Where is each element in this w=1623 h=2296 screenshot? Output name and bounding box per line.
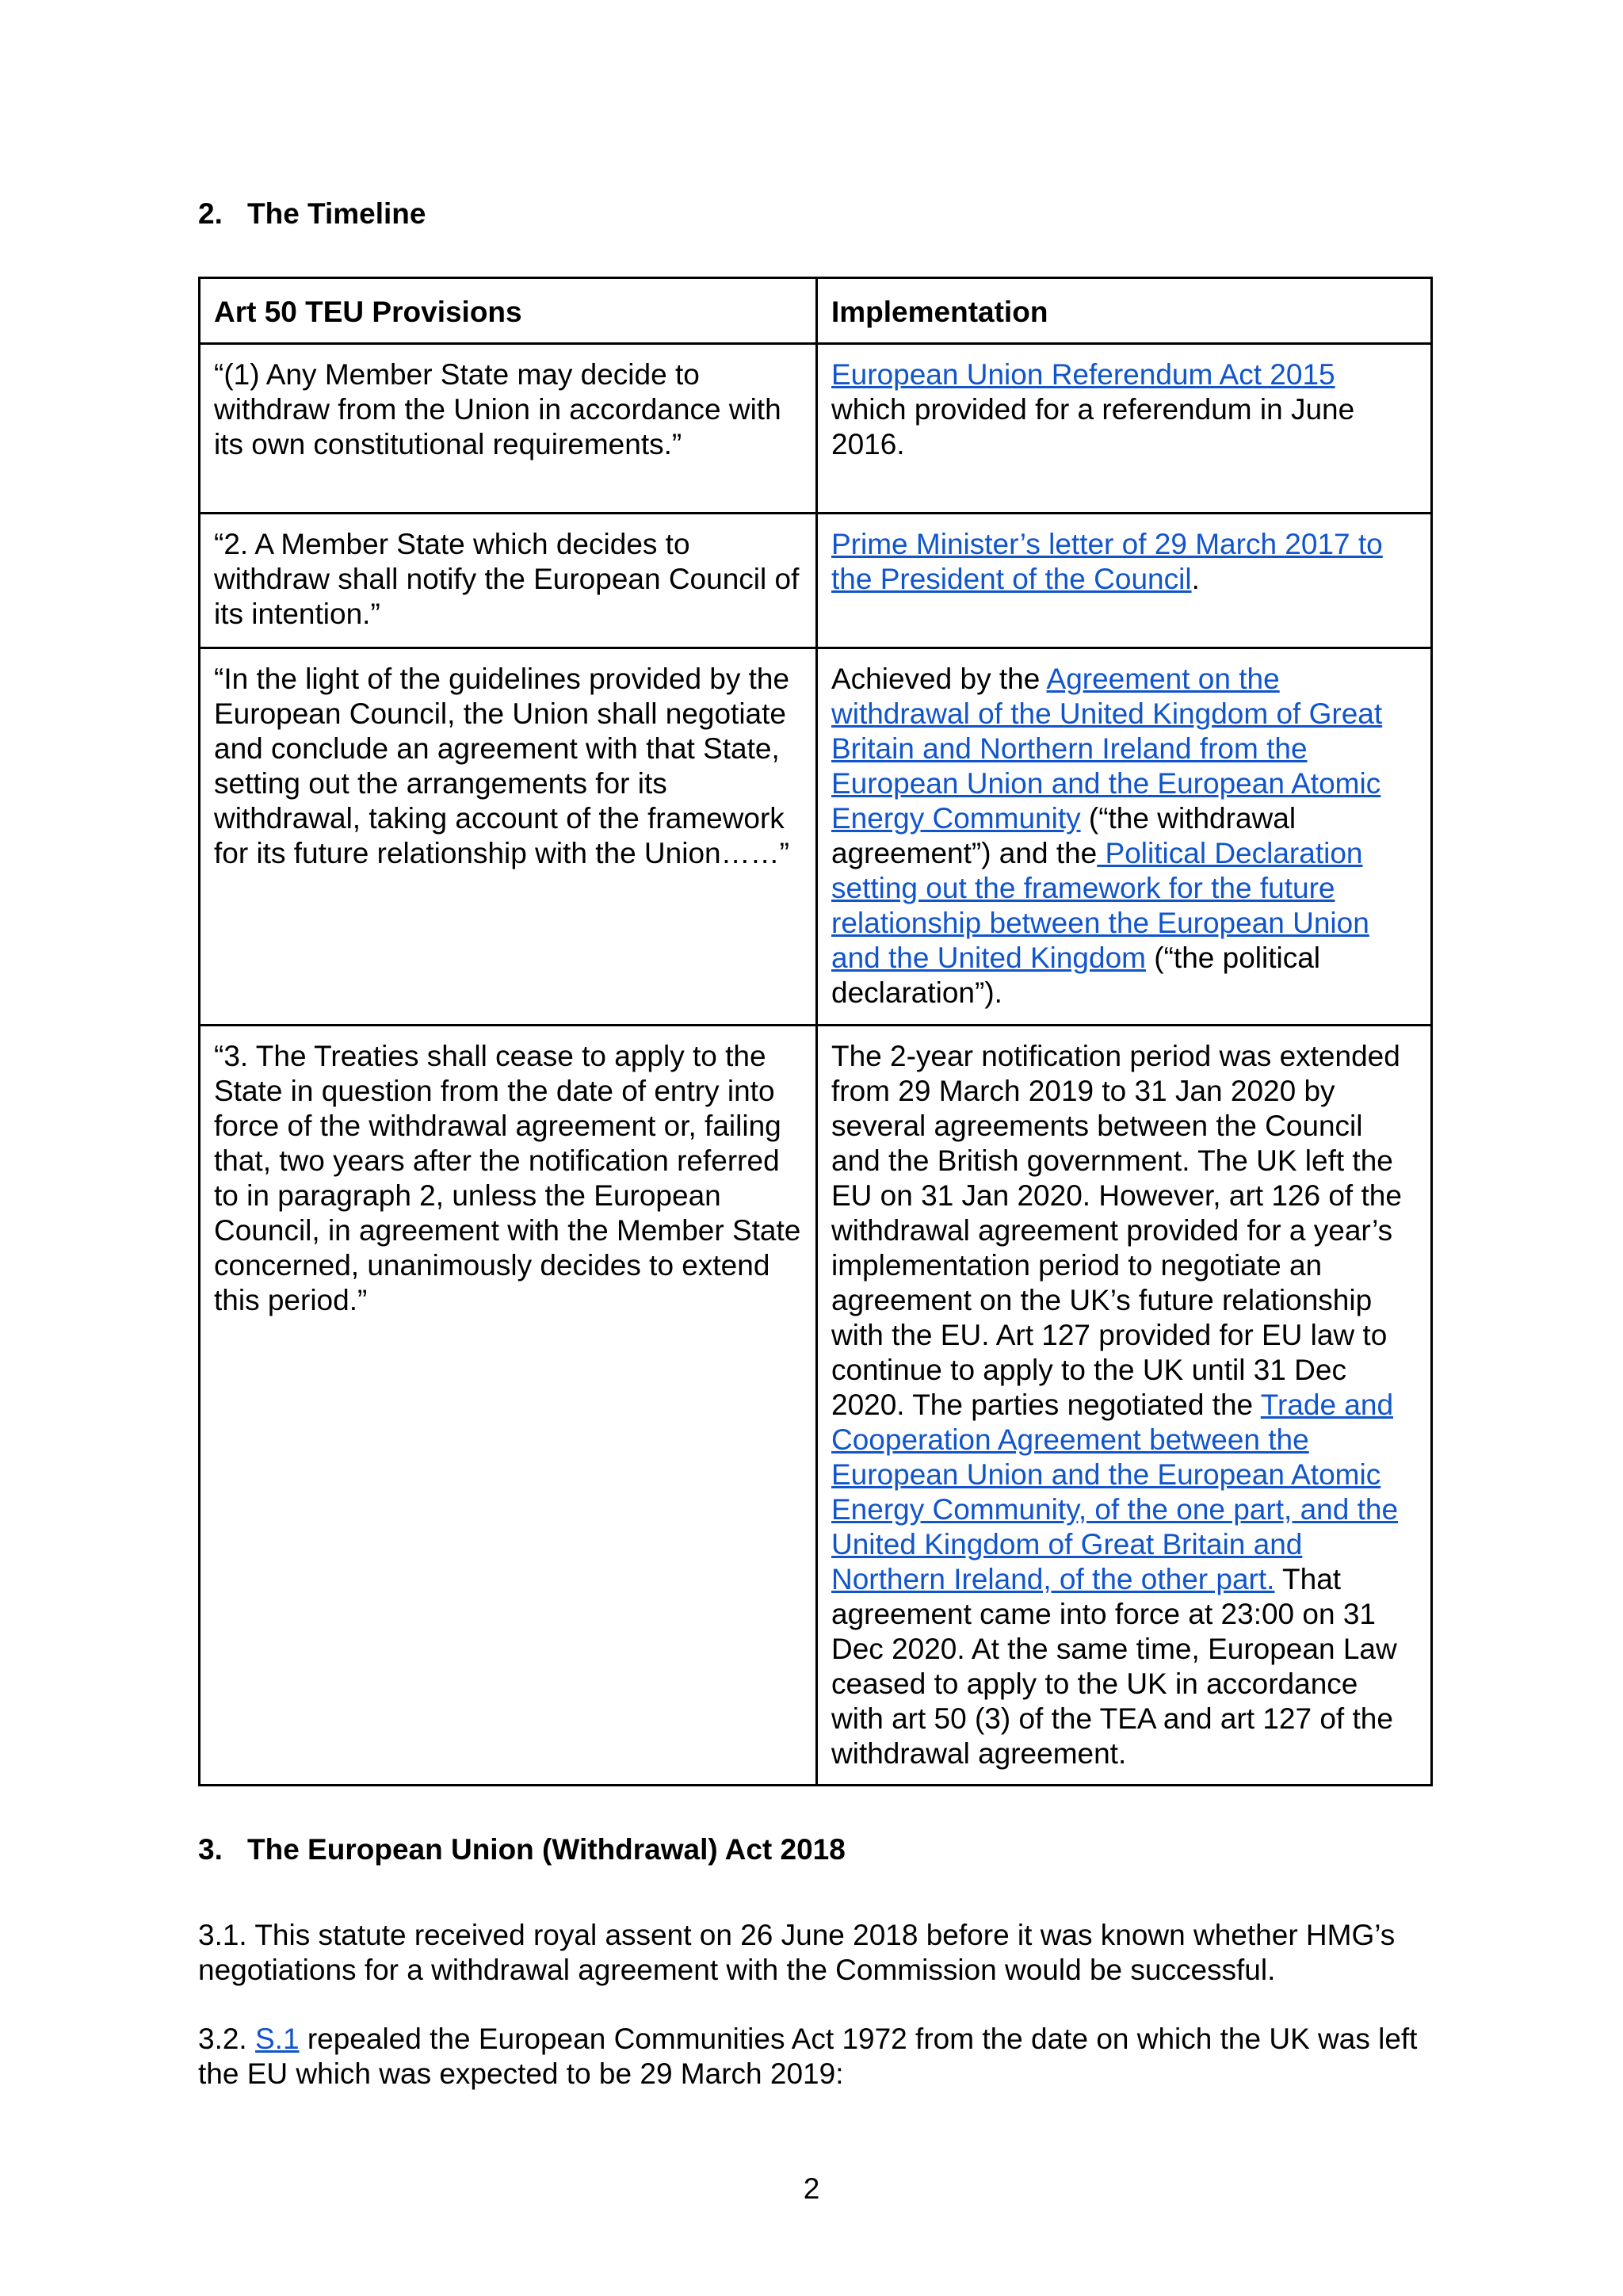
implementation-text: (“the withdrawal agreement”) and the [831, 802, 1296, 869]
implementation-cell [817, 514, 1432, 648]
provision-cell: “In the light of the guidelines provided by the European Council, the Union shall negotiate and conclude an agreement with that State, setting out the arrangements for its withdrawal, taking account of the framework for its future relationship with the Union……” [200, 648, 817, 1026]
section-2-number: 2. [198, 197, 223, 230]
provision-cell: “(1) Any Member State may decide to withdraw from the Union in accordance with its own constitutional requirements.” [200, 344, 817, 514]
withdrawal-agreement-link[interactable]: Agreement on the withdrawal of the United Kingdom of Great Britain and Northern Ireland from the European Union and the European Atomic Energy Community [831, 663, 1383, 835]
section-3-number: 3. [198, 1833, 223, 1866]
header-provisions: Art 50 TEU Provisions [200, 278, 817, 344]
table-row [200, 1026, 1432, 1786]
section-1-link[interactable]: S.1 [255, 2023, 300, 2055]
table-row [200, 648, 1432, 1026]
implementation-text: (“the political declaration”). [831, 942, 1321, 1009]
section-2-title: The Timeline [247, 197, 426, 230]
header-implementation: Implementation [817, 278, 1432, 344]
paragraph-3-2-text: repealed the European Communities Act 1972 from the date on which the UK was left the EU which was expected to be 29 March 2019: [198, 2023, 1418, 2090]
section-2-heading [198, 197, 426, 231]
implementation-text: which provided for a referendum in June 2016. [831, 393, 1355, 460]
table-row [200, 514, 1432, 648]
implementation-text: . [1191, 563, 1200, 595]
provision-cell: “3. The Treaties shall cease to apply to the State in question from the date of entry into force of the withdrawal agreement or, failing that, two years after the notification referred to in paragraph 2, unless the European Council, in agreement with the Member State concerned, unanimously decides to extend this period.” [200, 1026, 817, 1786]
referendum-act-link[interactable]: European Union Referendum Act 2015 [831, 358, 1335, 391]
pm-letter-link[interactable]: Prime Minister’s letter of 29 March 2017 to the President of the Council [831, 528, 1383, 595]
table-header-row [200, 278, 1432, 344]
implementation-text: That agreement came into force at 23:00 on 31 Dec 2020. At the same time, European Law ceased to apply to the UK in accordance with art 50 (3) of the TEA and art 127 of the withdrawal agreement. [831, 1563, 1397, 1770]
trade-cooperation-agreement-link[interactable]: Trade and Cooperation Agreement between the European Union and the European Atomic Energy Community, of the one part, and the United Kingdom of Great Britain and Northern Ireland, of the other part. [831, 1389, 1399, 1595]
implementation-text: Achieved by the [831, 663, 1047, 695]
implementation-text: The 2-year notification period was extended from 29 March 2019 to 31 Jan 2020 by several agreements between the Council and the British government. The UK left the EU on 31 Jan 2020. However, art 126 of the withdrawal agreement provided for a year’s implementation period to negotiate an agreement on the UK’s future relationship with the EU. Art 127 provided for EU law to continue to apply to the UK until 31 Dec 2020. The parties negotiated the [831, 1040, 1402, 1421]
section-3-heading [198, 1832, 846, 1867]
implementation-cell [817, 1026, 1432, 1786]
paragraph-3-2-prefix: 3.2. [198, 2023, 255, 2055]
implementation-cell [817, 648, 1432, 1026]
section-3-title: The European Union (Withdrawal) Act 2018 [247, 1833, 846, 1866]
paragraph-3-2 [198, 2022, 1442, 2092]
political-declaration-link[interactable]: Political Declaration setting out the framework for the future relationship between the European Union and the United Kingdom [831, 837, 1369, 974]
provision-cell: “2. A Member State which decides to withdraw shall notify the European Council of its intention.” [200, 514, 817, 648]
timeline-table [198, 277, 1433, 1786]
table-row [200, 344, 1432, 514]
paragraph-3-1: 3.1. This statute received royal assent on 26 June 2018 before it was known whether HMG’s negotiations for a withdrawal agreement with the Commission would be successful. [198, 1919, 1396, 1986]
implementation-cell [817, 344, 1432, 514]
page-number: 2 [803, 2172, 820, 2205]
